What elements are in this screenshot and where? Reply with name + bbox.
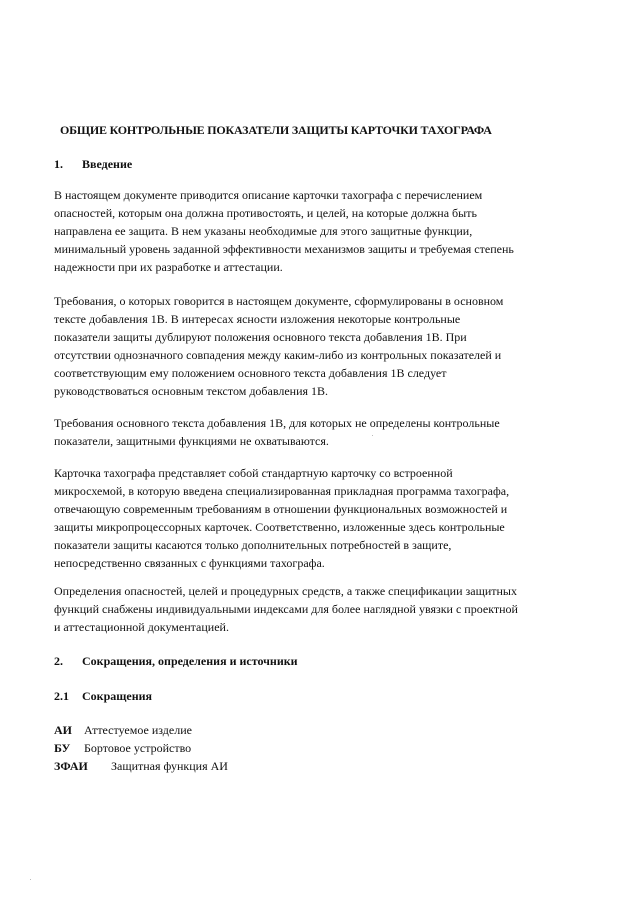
paragraph-line: Определения опасностей, целей и процедурных средств, а также спецификации защитных (54, 584, 517, 598)
paragraph-line: тексте добавления 1В. В интересах ясности изложения некоторые контрольные (54, 312, 461, 326)
paragraph-line: опасностей, которым она должна противостоять, и целей, на которые должна быть (54, 206, 477, 220)
section-number: 1. (54, 157, 63, 171)
paragraph-line: В настоящем документе приводится описание карточки тахографа с перечислением (54, 188, 483, 202)
paragraph-line: показатели защиты дублируют положения основного текста добавления 1В. При (54, 330, 467, 344)
abbreviation-row (54, 741, 191, 756)
abbreviation-term: ЗФАИ (54, 759, 88, 773)
section-title: Введение (82, 157, 133, 171)
subsection-heading-abbreviations (54, 689, 152, 704)
abbreviation-row (54, 759, 228, 774)
paragraph-line: минимальный уровень заданной эффективности механизмов защиты и требуемая степень (54, 242, 514, 256)
paragraph-line: и аттестационной документацией. (54, 620, 229, 634)
abbreviation-definition: Аттестуемое изделие (84, 723, 192, 737)
abbreviation-definition: Защитная функция АИ (111, 759, 228, 773)
abbreviation-term: БУ (54, 741, 71, 755)
paragraph-line: показатели защиты касаются только дополнительных потребностей в защите, (54, 538, 452, 552)
paragraph-line: функций снабжены индивидуальными индексами для более наглядной увязки с проектной (54, 602, 518, 616)
paragraph-line: Требования, о которых говорится в настоящем документе, сформулированы в основном (54, 294, 504, 308)
paragraph-line: соответствующим ему положением основного текста добавления 1В следует (54, 366, 447, 380)
abbreviation-row (54, 723, 192, 738)
paragraph-line: Карточка тахографа представляет собой стандартную карточку со встроенной (54, 466, 453, 480)
paragraph-3 (54, 414, 584, 450)
paragraph-2 (54, 292, 584, 400)
abbreviation-term: АИ (54, 723, 72, 737)
paragraph-line: надежности при их разработке и аттестации. (54, 260, 283, 274)
abbreviation-definition: Бортовое устройство (84, 741, 192, 755)
section-number: 2. (54, 654, 63, 668)
paragraph-1 (54, 186, 584, 276)
scan-speck (372, 435, 373, 436)
section-heading-introduction (54, 157, 132, 172)
section-number: 2.1 (54, 689, 69, 703)
paragraph-line: отсутствии однозначного совпадения между каким-либо из контрольных показателей и (54, 348, 502, 362)
paragraph-4 (54, 464, 584, 572)
paragraph-line: руководствоваться основным текстом добавления 1В. (54, 384, 329, 398)
paragraph-line: показатели, защитными функциями не охватываются. (54, 434, 329, 448)
paragraph-line: направлена ее защита. В нем указаны необходимые для этого защитные функции, (54, 224, 473, 238)
section-title: Сокращения (82, 689, 153, 703)
paragraph-line: защиты микропроцессорных карточек. Соответственно, изложенные здесь контрольные (54, 520, 505, 534)
paragraph-line: Требования основного текста добавления 1В, для которых не определены контрольные (54, 416, 500, 430)
paragraph-line: непосредственно связанных с функциями тахографа. (54, 556, 325, 570)
document-title: ОБЩИЕ КОНТРОЛЬНЫЕ ПОКАЗАТЕЛИ ЗАЩИТЫ КАРТОЧКИ ТАХОГРАФА (60, 123, 492, 137)
paragraph-line: микросхемой, в которую введена специализированная прикладная программа тахографа, (54, 484, 510, 498)
section-title: Сокращения, определения и источники (82, 654, 298, 668)
scan-speck (30, 879, 31, 880)
section-heading-abbreviations-definitions (54, 654, 298, 669)
paragraph-line: отвечающую современным требованиям в отношении функциональных возможностей и (54, 502, 508, 516)
paragraph-5 (54, 582, 584, 636)
